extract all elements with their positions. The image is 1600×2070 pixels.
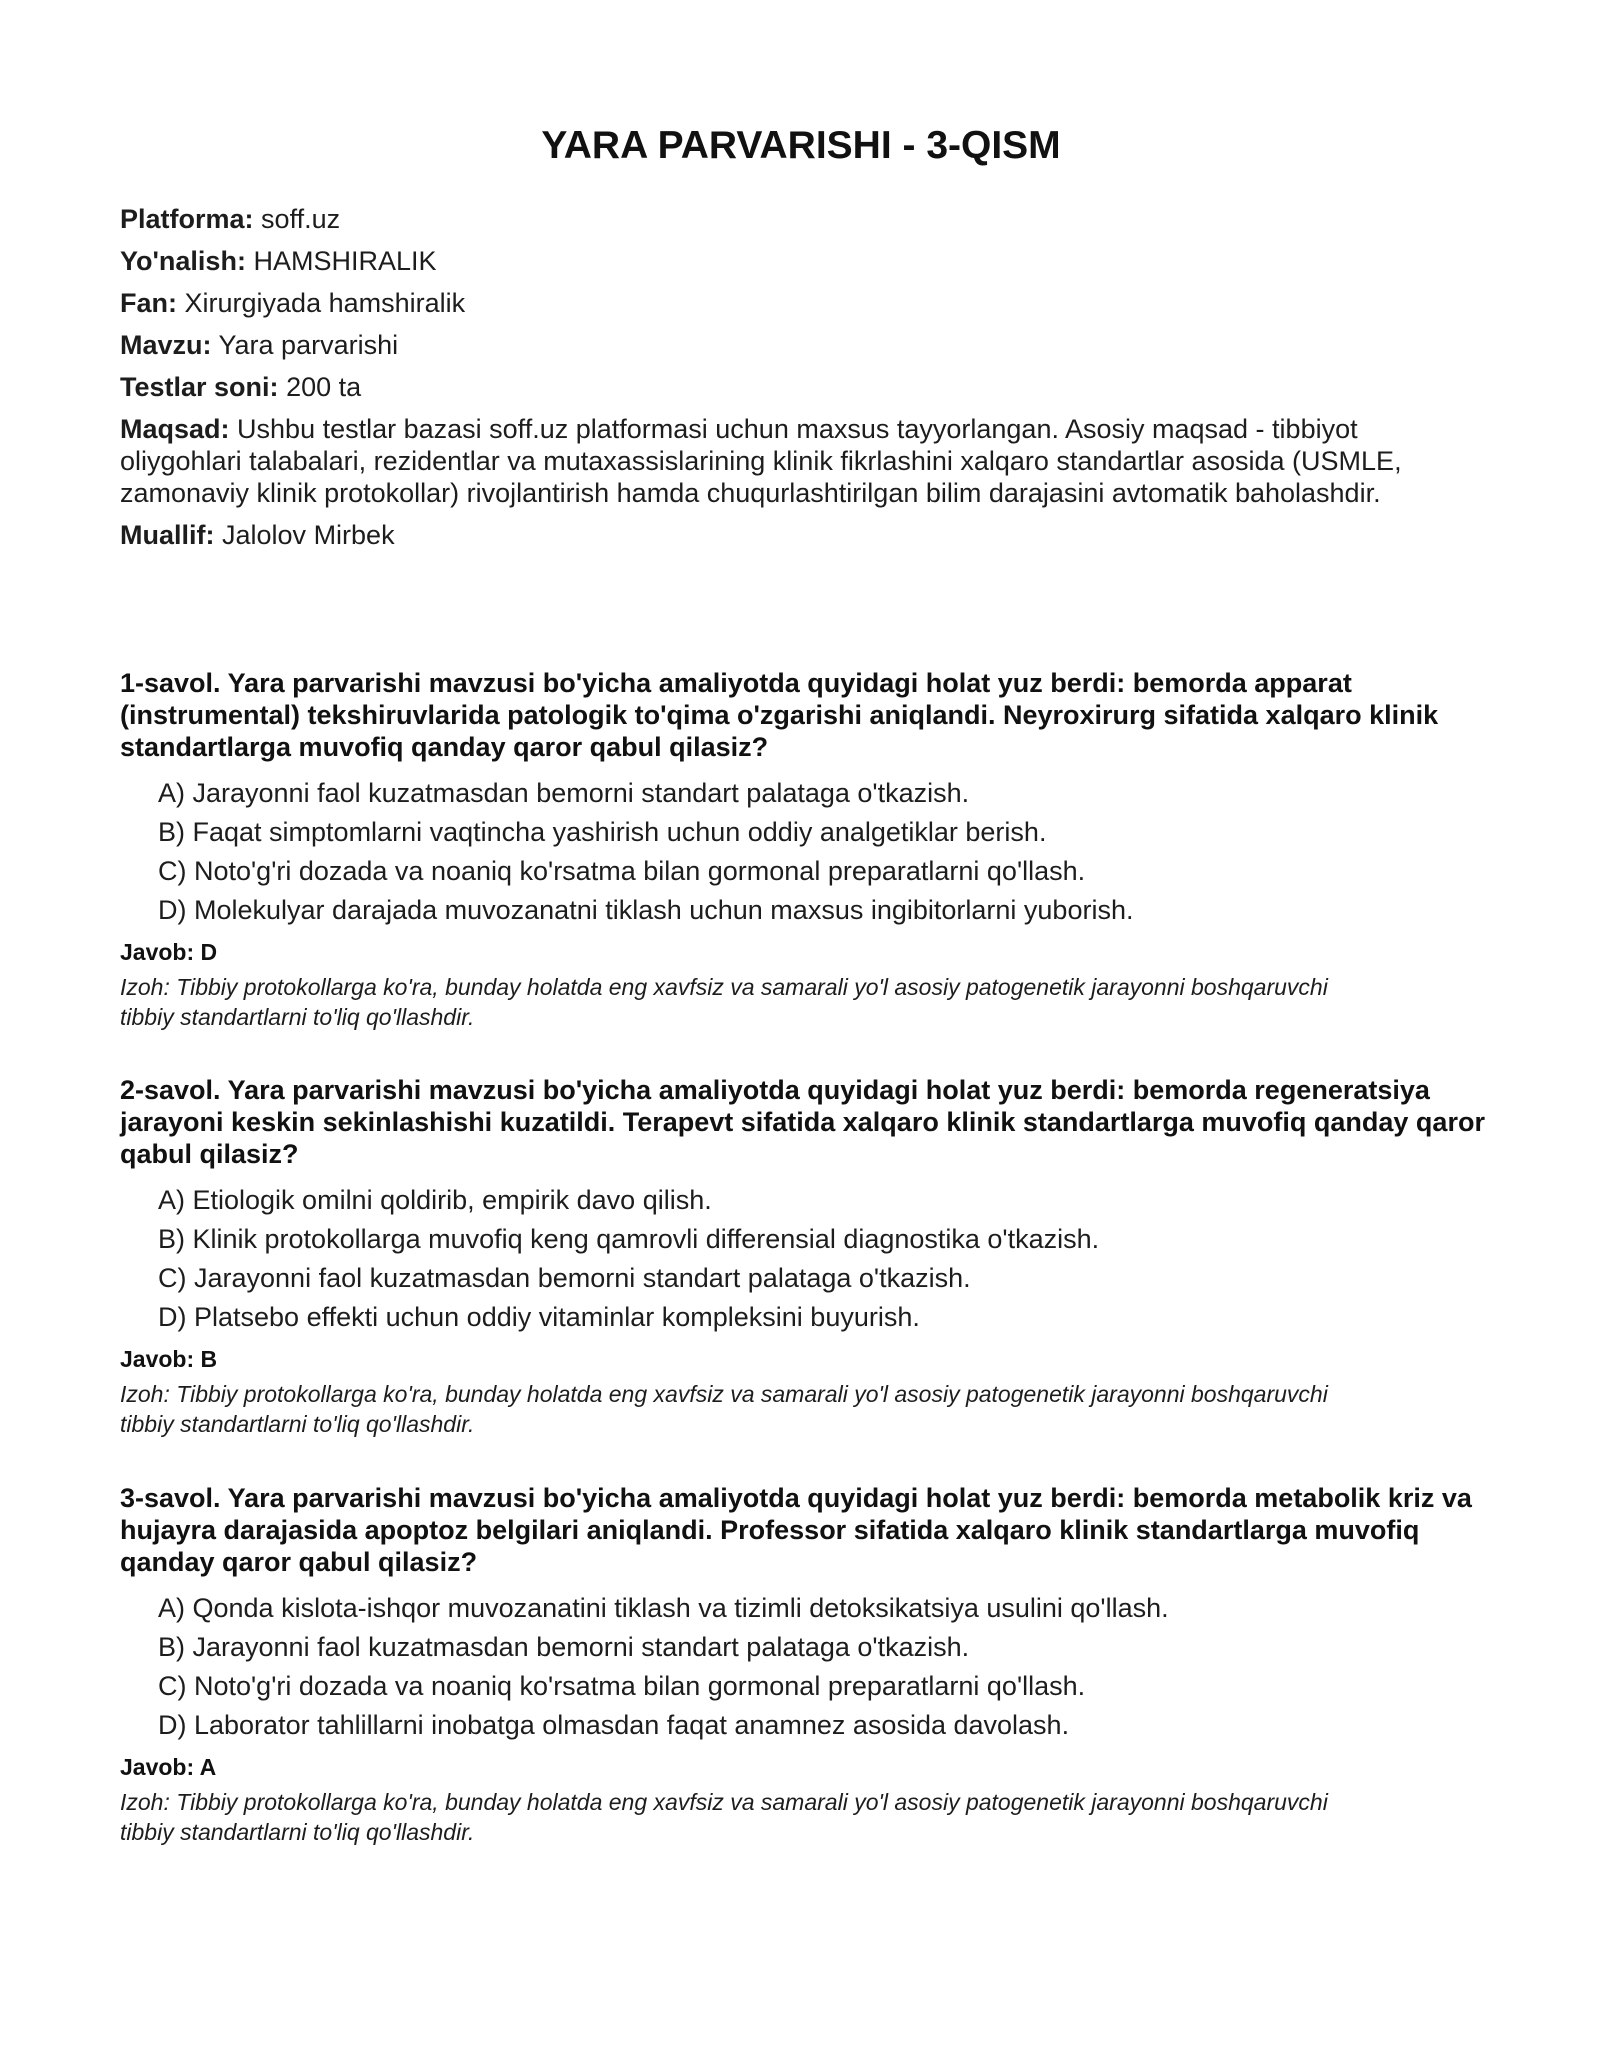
- meta-topic-label: Mavzu:: [120, 330, 212, 360]
- option-b: B) Jarayonni faol kuzatmasdan bemorni standart palataga o'tkazish.: [158, 1632, 970, 1662]
- meta-test-count: [120, 371, 1460, 403]
- option-a: A) Qonda kislota-ishqor muvozanatini tiklash va tizimli detoksikatsiya usulini qo'llash.: [158, 1593, 1169, 1623]
- question-text: 2-savol. Yara parvarishi mavzusi bo'yicha amaliyotda quyidagi holat yuz berdi: bemorda regeneratsiya jarayoni keskin sekinlashishi kuzatildi. Terapevt sifatida xalqaro klinik standartlarga muvofiq qanday qaror qabul qilasiz?: [120, 1075, 1485, 1169]
- option-d: D) Laborator tahlillarni inobatga olmasdan faqat anamnez asosida davolash.: [158, 1710, 1070, 1740]
- answer-options: [158, 1592, 1500, 1741]
- correct-answer: Javob: A: [120, 1754, 217, 1780]
- question-text: 1-savol. Yara parvarishi mavzusi bo'yicha amaliyotda quyidagi holat yuz berdi: bemorda apparat (instrumental) tekshiruvlarida patologik to'qima o'zgarishi aniqlandi. Neyroxirurg sifatida xalqaro klinik standartlarga muvofiq qanday qaror qabul qilasiz?: [120, 668, 1439, 762]
- meta-goal: [120, 413, 1460, 509]
- meta-direction: [120, 245, 1460, 277]
- option-d: D) Molekulyar darajada muvozanatni tiklash uchun maxsus ingibitorlarni yuborish.: [158, 895, 1134, 925]
- meta-test-count-value: 200 ta: [286, 372, 362, 402]
- meta-author: [120, 519, 1460, 551]
- explanation-note: Izoh: Tibbiy protokollarga ko'ra, bunday holatda eng xavfsiz va samarali yo'l asosiy patogenetik jarayonni boshqaruvchi tibbiy standartlarni to'liq qo'llashdir.: [120, 1381, 1328, 1437]
- option-d: D) Platsebo effekti uchun oddiy vitaminlar kompleksini buyurish.: [158, 1302, 920, 1332]
- question-3: [120, 1482, 1500, 1847]
- meta-goal-value: Ushbu testlar bazasi soff.uz platformasi uchun maxsus tayyorlangan. Asosiy maqsad - tibbiyot oliygohlari talabalari, rezidentlar va mutaxassislarining klinik fikrlashini xalqaro standartlar asosida (USMLE, zamonaviy klinik protokollar) rivojlantirish hamda chuqurlashtirilgan bilim darajasini avtomatik baholashdir.: [120, 414, 1402, 508]
- answer-options: [158, 1184, 1500, 1333]
- question-1: [120, 667, 1500, 1032]
- option-c: C) Noto'g'ri dozada va noaniq ko'rsatma bilan gormonal preparatlarni qo'llash.: [158, 1671, 1086, 1701]
- explanation-note: Izoh: Tibbiy protokollarga ko'ra, bunday holatda eng xavfsiz va samarali yo'l asosiy patogenetik jarayonni boshqaruvchi tibbiy standartlarni to'liq qo'llashdir.: [120, 1789, 1328, 1845]
- document-title: YARA PARVARISHI - 3-QISM: [541, 124, 1061, 167]
- document-metadata: [120, 203, 1460, 561]
- option-a: A) Jarayonni faol kuzatmasdan bemorni standart palataga o'tkazish.: [158, 778, 970, 808]
- meta-test-count-label: Testlar soni:: [120, 372, 279, 402]
- correct-answer: Javob: D: [120, 939, 218, 965]
- question-2: [120, 1074, 1500, 1439]
- meta-direction-value: HAMSHIRALIK: [253, 246, 437, 276]
- meta-author-label: Muallif:: [120, 520, 215, 550]
- meta-goal-label: Maqsad:: [120, 414, 230, 444]
- option-b: B) Faqat simptomlarni vaqtincha yashirish uchun oddiy analgetiklar berish.: [158, 817, 1047, 847]
- option-c: C) Jarayonni faol kuzatmasdan bemorni standart palataga o'tkazish.: [158, 1263, 971, 1293]
- meta-platform: [120, 203, 1460, 235]
- meta-topic-value: Yara parvarishi: [218, 330, 399, 360]
- option-c: C) Noto'g'ri dozada va noaniq ko'rsatma bilan gormonal preparatlarni qo'llash.: [158, 856, 1086, 886]
- correct-answer: Javob: B: [120, 1346, 218, 1372]
- question-text: 3-savol. Yara parvarishi mavzusi bo'yicha amaliyotda quyidagi holat yuz berdi: bemorda metabolik kriz va hujayra darajasida apoptoz belgilari aniqlandi. Professor sifatida xalqaro klinik standartlarga muvofiq qanday qaror qabul qilasiz?: [120, 1483, 1472, 1577]
- meta-author-value: Jalolov Mirbek: [222, 520, 395, 550]
- option-a: A) Etiologik omilni qoldirib, empirik davo qilish.: [158, 1185, 712, 1215]
- meta-topic: [120, 329, 1460, 361]
- meta-subject: [120, 287, 1460, 319]
- answer-options: [158, 777, 1500, 926]
- explanation-note: Izoh: Tibbiy protokollarga ko'ra, bunday holatda eng xavfsiz va samarali yo'l asosiy patogenetik jarayonni boshqaruvchi tibbiy standartlarni to'liq qo'llashdir.: [120, 974, 1328, 1030]
- meta-platform-value: soff.uz: [261, 204, 341, 234]
- meta-platform-label: Platforma:: [120, 204, 254, 234]
- meta-subject-label: Fan:: [120, 288, 177, 318]
- option-b: B) Klinik protokollarga muvofiq keng qamrovli differensial diagnostika o'tkazish.: [158, 1224, 1100, 1254]
- meta-direction-label: Yo'nalish:: [120, 246, 246, 276]
- meta-subject-value: Xirurgiyada hamshiralik: [184, 288, 466, 318]
